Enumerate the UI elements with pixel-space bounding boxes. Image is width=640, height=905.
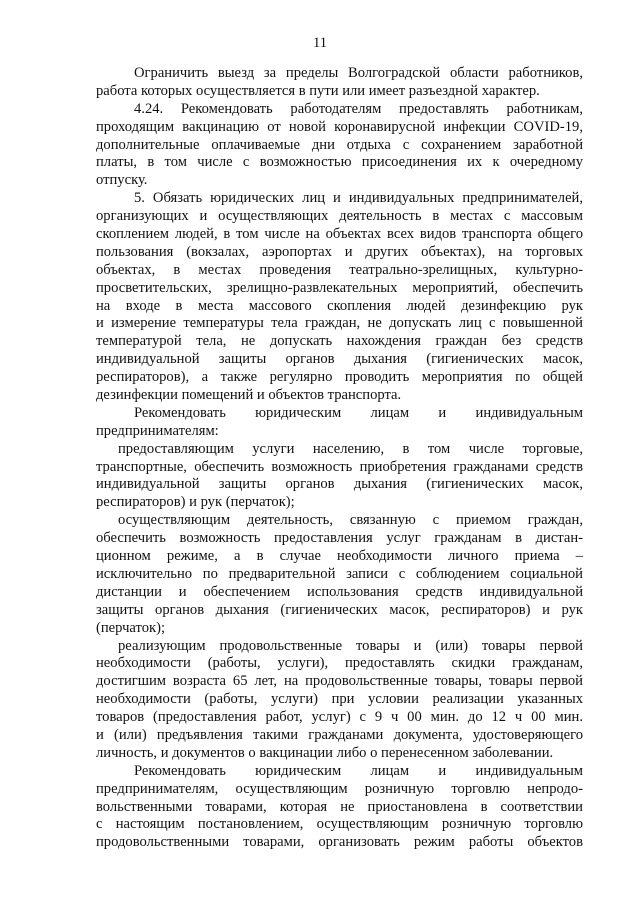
text-line: дистанции и обеспечением использования средств индивидуальной xyxy=(96,583,583,600)
text-line: пользования (вокзалах, аэропортах и других объектах), на торговых xyxy=(96,243,583,260)
text-line: дезинфекции помещений и объектов транспорта. xyxy=(96,387,402,404)
text-line: Рекомендовать юридическим лицам и индивидуальным xyxy=(134,404,583,421)
text-line: предпринимателям, осуществляющим розничную торговлю непродо- xyxy=(96,780,583,797)
text-line: (перчаток); xyxy=(96,619,166,636)
text-line: реализующим продовольственные товары и (или) товары первой xyxy=(118,637,583,654)
text-line: 5. Обязать юридических лиц и индивидуальных предпринимателей, xyxy=(134,190,583,207)
text-line: Ограничить выезд за пределы Волгоградской области работников, xyxy=(134,65,583,81)
text-line: товаров (предоставления работ, услуг) с 9 ч 00 мин. до 12 ч 00 мин. xyxy=(96,709,583,726)
text-line: необходимости (работы, услуги), предоставлять скидки гражданам, xyxy=(96,655,583,672)
text-line: Рекомендовать юридическим лицам и индивидуальным xyxy=(134,762,583,779)
text-line: осуществляющим деятельность, связанную с приемом граждан, xyxy=(118,512,583,529)
text-line: необходимости (работы, услуги) при условии реализации указанных xyxy=(96,691,583,708)
text-line: и (или) предъявления такими гражданами документа, удостоверяющего xyxy=(96,726,583,743)
text-line: достигшим возраста 65 лет, на продовольственные товары, товары первой xyxy=(96,673,583,690)
text-line: индивидуальной защиты органов дыхания (гигиенических масок, xyxy=(96,476,583,493)
text-line: 4.24. Рекомендовать работодателям предоставлять работникам, xyxy=(134,100,583,117)
text-line: и измерение температуры тела граждан, не допускать лиц с повышенной xyxy=(96,315,583,332)
text-line: на входе в места массового скопления людей дезинфекцию рук xyxy=(96,297,583,314)
text-line: с настоящим постановлением, осуществляющим розничную торговлю xyxy=(96,816,583,833)
text-line: температурой тела, не допускать нахождения граждан без средств xyxy=(96,333,583,350)
text-line: респираторов) и рук (перчаток); xyxy=(96,494,295,511)
text-line: организующих и осуществляющих деятельность в местах с массовым xyxy=(96,208,583,225)
document-body xyxy=(96,65,583,852)
text-line: продовольственными товарами, организовать режим работы объектов xyxy=(96,834,583,851)
text-line: дополнительные оплачиваемые дни отдыха с сохранением заработной xyxy=(96,136,583,153)
text-line: предпринимателям: xyxy=(96,422,219,439)
text-line: обеспечить возможность предоставления услуг гражданам в дистан- xyxy=(96,530,583,547)
text-line: проходящим вакцинацию от новой коронавирусной инфекции COVID-19, xyxy=(96,118,583,135)
page-number: 11 xyxy=(313,35,327,51)
text-line: защиты органов дыхания (гигиенических масок, респираторов) и рук xyxy=(96,601,583,618)
text-line: объектах, в местах проведения театрально-зрелищных, культурно- xyxy=(96,261,583,278)
text-line: скоплением людей, в том числе на объектах всех видов транспорта общего xyxy=(96,226,583,243)
text-line: предоставляющим услуги населению, в том числе торговые, xyxy=(118,440,583,457)
text-line: ционном режиме, а в случае необходимости личного приема – xyxy=(96,548,583,565)
text-line: отпуску. xyxy=(96,172,148,189)
text-line: работа которых осуществляется в пути или имеет разъездной характер. xyxy=(96,82,540,99)
text-line: респираторов), а также регулярно проводить мероприятия по общей xyxy=(96,369,583,386)
text-line: исключительно по предварительной записи с соблюдением социальной xyxy=(96,565,583,582)
text-line: вольственными товарами, которая не приостановлена в соответствии xyxy=(96,798,583,815)
text-line: просветительских, зрелищно-развлекательных мероприятий, обеспечить xyxy=(96,279,583,296)
text-line: индивидуальной защиты органов дыхания (гигиенических масок, xyxy=(96,351,583,368)
text-line: платы, в том числе с возможностью присоединения их к очередному xyxy=(96,154,583,171)
text-line: транспортные, обеспечить возможность приобретения гражданами средств xyxy=(96,458,583,475)
text-line: личность, и документов о вакцинации либо о перенесенном заболевании. xyxy=(96,744,554,761)
